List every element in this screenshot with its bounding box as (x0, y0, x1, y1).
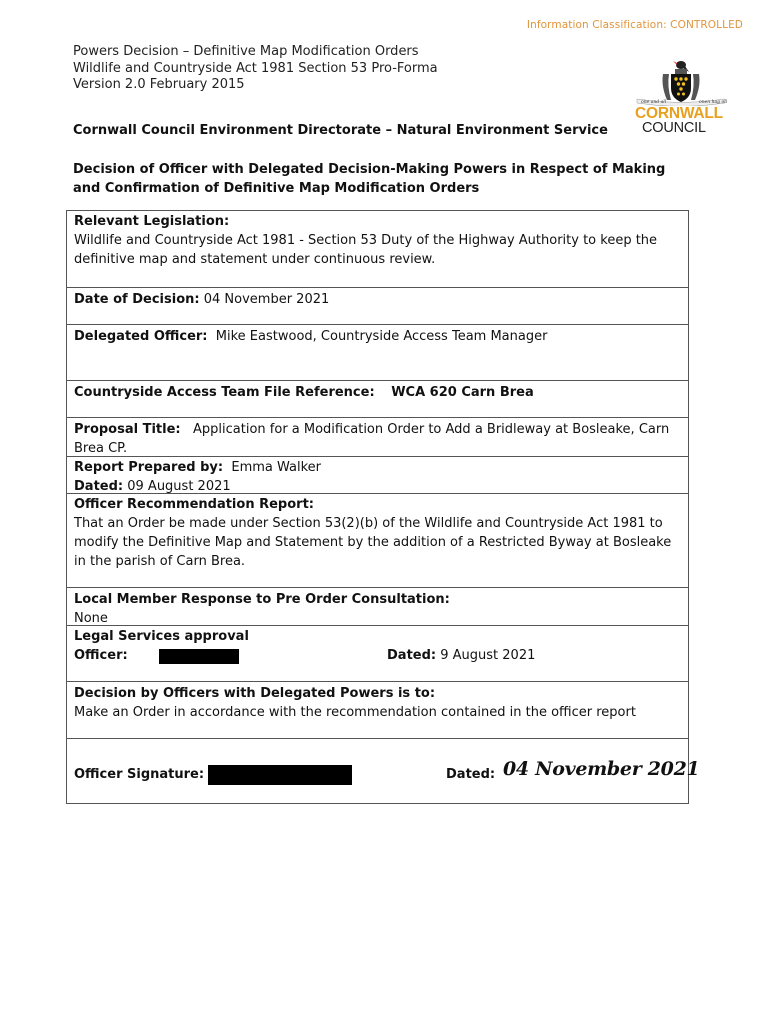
row-report-prepared (67, 456, 688, 493)
row-legal-services (67, 625, 688, 681)
legal-officer-label: Officer: (74, 648, 128, 663)
signature-label: Officer Signature: (74, 767, 205, 782)
header-version: Version 2.0 February 2015 (73, 77, 245, 92)
file-reference-label: Countryside Access Team File Reference: (74, 385, 375, 400)
legal-dated-label: Dated: (387, 648, 437, 663)
decision-form-table (66, 210, 700, 804)
report-dated-label: Dated: (74, 479, 124, 494)
logo-council-text: COUNCIL (642, 120, 706, 136)
header-subtitle: Wildlife and Countryside Act 1981 Section 53 Pro-Forma (73, 60, 438, 76)
legal-services-label: Legal Services approval (74, 629, 249, 644)
redacted-legal-officer (159, 649, 239, 664)
coat-of-arms-icon (633, 56, 729, 106)
report-dated-value: 09 August 2021 (127, 479, 231, 494)
row-signature (67, 738, 700, 803)
recommendation-label: Officer Recommendation Report: (74, 497, 314, 512)
decision-title: Decision of Officer with Delegated Decision-Making Powers in Respect of Making and Confirmation of Definitive Map Modification Orders (73, 162, 666, 196)
logo-cornwall-text: CORNWALL (635, 105, 723, 122)
local-member-value: None (74, 611, 108, 626)
row-date-of-decision (67, 287, 688, 324)
delegated-officer-value: Mike Eastwood, Countryside Access Team Manager (215, 329, 548, 344)
row-decision (67, 681, 688, 738)
date-of-decision-value: 04 November 2021 (203, 292, 330, 307)
row-proposal-title (67, 417, 688, 456)
decision-value: Make an Order in accordance with the recommendation contained in the officer report (74, 705, 636, 720)
recommendation-value: That an Order be made under Section 53(2)(b) of the Wildlife and Countryside Act 1981 to modify the Definitive Map and Statement by the addition of a Restricted Byway at Bosleake in the parish of Carn Brea. (74, 516, 672, 569)
handwritten-signature-date: 04 November 2021 (503, 758, 700, 780)
report-prepared-label: Report Prepared by: (74, 460, 224, 475)
signature-dated-label: Dated: (446, 767, 496, 782)
cornwall-council-logo (633, 56, 729, 138)
classification-label: Information Classification: CONTROLLED (526, 19, 743, 31)
date-of-decision-label: Date of Decision: (74, 292, 200, 307)
row-delegated-officer (67, 324, 688, 380)
decision-label: Decision by Officers with Delegated Powers is to: (74, 686, 436, 701)
legislation-value: Wildlife and Countryside Act 1981 - Section 53 Duty of the Highway Authority to keep the definitive map and statement under continuous review. (74, 233, 658, 267)
motto-right: onen hag oll (699, 100, 728, 105)
legal-dated-value: 9 August 2021 (440, 648, 536, 663)
row-legislation (67, 211, 688, 287)
local-member-label: Local Member Response to Pre Order Consultation: (74, 592, 450, 607)
header-title: Powers Decision – Definitive Map Modification Orders (73, 44, 419, 59)
redacted-signature (208, 765, 352, 785)
row-file-reference (67, 380, 688, 417)
proposal-title-value: Application for a Modification Order to Add a Bridleway at Bosleake, Carn Brea CP. (74, 422, 670, 456)
report-prepared-value: Emma Walker (231, 460, 322, 475)
directorate-heading: Cornwall Council Environment Directorate – Natural Environment Service (73, 123, 608, 138)
file-reference-value: WCA 620 Carn Brea (391, 385, 534, 400)
row-local-member (67, 587, 688, 625)
delegated-officer-label: Delegated Officer: (74, 329, 208, 344)
legislation-label: Relevant Legislation: (74, 214, 230, 229)
row-recommendation (67, 493, 688, 587)
proposal-title-label: Proposal Title: (74, 422, 181, 437)
document-header (73, 44, 438, 94)
motto-left: one and all (641, 100, 667, 105)
